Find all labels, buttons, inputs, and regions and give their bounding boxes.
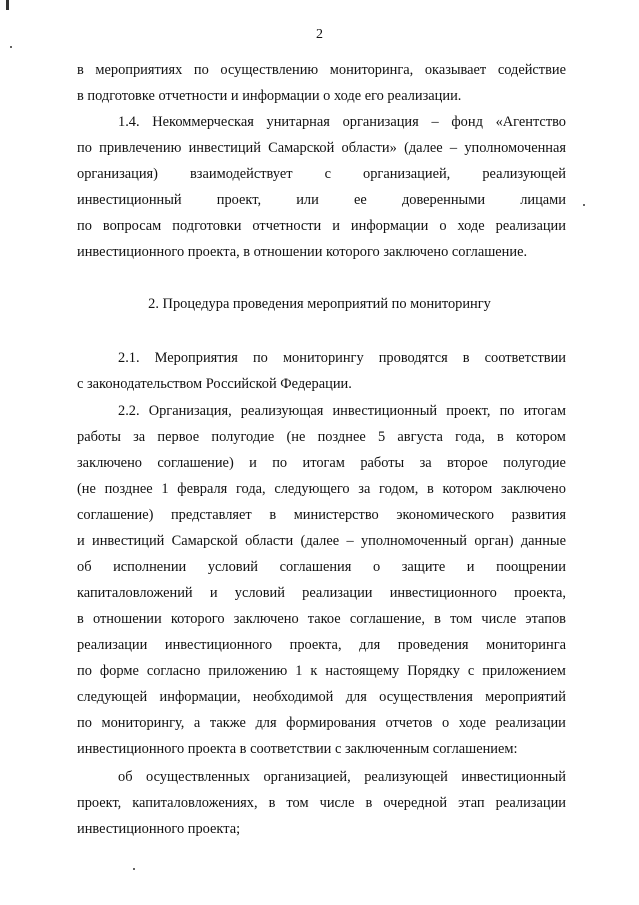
word: инвестиций: [188, 140, 261, 156]
word: второе: [447, 455, 488, 471]
word: отчетности: [252, 218, 322, 234]
word: (не: [77, 481, 96, 497]
word: о: [439, 218, 447, 234]
word: в: [497, 429, 504, 445]
word: года,: [236, 481, 266, 497]
word: согласно: [146, 663, 201, 679]
word: проводятся: [378, 350, 448, 366]
word: за: [419, 455, 432, 471]
word: условий: [207, 559, 258, 575]
word: по: [252, 350, 268, 366]
word: вопросам: [102, 218, 162, 234]
word: или: [296, 192, 319, 208]
word: заключено: [233, 611, 299, 627]
word: о: [442, 715, 450, 731]
word: проект,: [77, 795, 122, 811]
word: –: [346, 533, 354, 549]
text-line: [77, 714, 566, 732]
word: мероприятий: [485, 689, 566, 705]
word: Самарской: [171, 533, 238, 549]
word: и: [77, 533, 85, 549]
word: инвестиций: [92, 533, 165, 549]
scan-speck: [10, 46, 12, 48]
word: реализующей: [364, 769, 448, 785]
word: по: [77, 218, 92, 234]
word: проекта,: [289, 637, 342, 653]
word: также: [209, 715, 246, 731]
word: взаимодействует: [190, 166, 293, 182]
word: (далее: [404, 140, 443, 156]
word: осуществлению: [220, 62, 319, 78]
word: инвестиционный: [461, 769, 566, 785]
word: проекта,: [514, 585, 566, 601]
word: по: [193, 62, 209, 78]
word: об: [118, 769, 133, 785]
text-line: [77, 191, 566, 209]
word: февраля: [177, 481, 228, 497]
word: ее: [353, 192, 367, 208]
word: в: [365, 795, 373, 811]
word: заключено: [77, 455, 142, 471]
word: формирования: [286, 715, 376, 731]
word: уполномоченная: [464, 140, 566, 156]
text-line: в подготовке отчетности и информации о ходе его реализации.: [77, 88, 462, 104]
word: осуществленных: [146, 769, 250, 785]
word: следующей: [77, 689, 148, 705]
word: орган): [474, 533, 514, 549]
word: за: [133, 429, 146, 445]
word: приложением: [482, 663, 566, 679]
word: Организация,: [148, 403, 232, 419]
word: годом,: [379, 481, 419, 497]
word: –: [449, 140, 458, 156]
word: с: [467, 663, 475, 679]
word: том: [286, 795, 309, 811]
text-line: [118, 349, 566, 367]
text-line: [77, 558, 566, 576]
text-line: [77, 165, 566, 183]
word: в: [462, 350, 470, 366]
word: реализации: [77, 637, 148, 653]
word: организация): [77, 166, 158, 182]
text-line: инвестиционного проекта в соответствии с заключенным соглашением:: [77, 741, 518, 757]
word: данные: [520, 533, 566, 549]
word: для: [359, 637, 381, 653]
word: в: [427, 481, 434, 497]
word: подготовки: [172, 218, 242, 234]
word: организацией,: [363, 166, 451, 182]
word: которого: [170, 611, 225, 627]
word: и: [466, 559, 475, 575]
word: проект,: [446, 403, 491, 419]
word: 2.1.: [118, 350, 140, 366]
word: реализации: [495, 218, 566, 234]
word: этапов: [525, 611, 566, 627]
word: итогам: [302, 455, 345, 471]
word: поощрении: [496, 559, 566, 575]
word: проект,: [216, 192, 262, 208]
word: организацией,: [263, 769, 351, 785]
text-line: [77, 532, 566, 550]
word: представляет: [170, 507, 252, 523]
word: капиталовложений: [77, 585, 193, 601]
word: приложению: [208, 663, 288, 679]
text-line: [77, 688, 566, 706]
word: том: [450, 611, 473, 627]
word: Порядку: [407, 663, 460, 679]
word: министерство: [293, 507, 379, 523]
word: мониторингу,: [101, 715, 185, 731]
word: августа: [397, 429, 443, 445]
scan-speck: [583, 204, 585, 206]
word: соглашение): [157, 455, 234, 471]
word: условий: [234, 585, 285, 601]
word: мониторинга: [486, 637, 566, 653]
word: позднее: [104, 481, 153, 497]
text-line: [77, 428, 566, 446]
word: экономического: [396, 507, 494, 523]
word: инвестиционный: [332, 403, 438, 419]
word: для: [345, 689, 367, 705]
word: за: [358, 481, 371, 497]
word: такое: [307, 611, 341, 627]
word: фонд: [451, 114, 483, 130]
word: защите: [401, 559, 446, 575]
word: следующего: [274, 481, 350, 497]
word: 1.4.: [118, 114, 140, 130]
word: в: [77, 611, 84, 627]
word: полугодие: [503, 455, 566, 471]
word: полугодие: [211, 429, 275, 445]
word: Некоммерческая: [152, 114, 254, 130]
word: инвестиционного: [389, 585, 497, 601]
word: первое: [157, 429, 200, 445]
word: соответствии: [484, 350, 566, 366]
word: отношении: [92, 611, 162, 627]
word: в: [268, 795, 276, 811]
text-line: [77, 584, 566, 602]
word: необходимой: [252, 689, 334, 705]
word: форме: [99, 663, 139, 679]
text-line: [77, 139, 566, 157]
word: Мероприятия: [154, 350, 238, 366]
word: и: [209, 585, 218, 601]
word: по: [272, 455, 288, 471]
word: лицами: [520, 192, 566, 208]
word: заключено: [500, 481, 566, 497]
word: реализующей: [482, 166, 566, 182]
word: области»: [341, 140, 397, 156]
word: настоящему: [325, 663, 400, 679]
word: котором: [516, 429, 566, 445]
word: а: [193, 715, 201, 731]
word: развития: [511, 507, 566, 523]
word: мониторинга,: [329, 62, 414, 78]
text-line: инвестиционного проекта;: [77, 821, 241, 837]
word: мероприятиях: [95, 62, 183, 78]
word: по: [77, 140, 92, 156]
word: реализующая: [240, 403, 324, 419]
text-line: [118, 402, 566, 420]
text-line: [77, 662, 566, 680]
word: (далее: [300, 533, 340, 549]
word: 1: [161, 481, 169, 497]
word: по: [499, 403, 515, 419]
word: проведения: [397, 637, 469, 653]
word: привлечению: [99, 140, 182, 156]
word: исполнении: [113, 559, 187, 575]
word: реализации: [495, 795, 566, 811]
scan-speck: [6, 0, 9, 10]
word: (не: [286, 429, 306, 445]
text-line: инвестиционного проекта, в отношении которого заключено соглашение.: [77, 244, 528, 260]
word: отчетов: [385, 715, 433, 731]
text-line: [118, 768, 566, 786]
word: в: [434, 611, 441, 627]
word: в: [269, 507, 277, 523]
word: содействие: [497, 62, 566, 78]
word: итогам: [523, 403, 566, 419]
word: очередной: [383, 795, 448, 811]
page-number: 2: [316, 27, 323, 42]
word: «Агентство: [495, 114, 566, 130]
word: оказывает: [424, 62, 487, 78]
word: осуществления: [379, 689, 473, 705]
word: об: [77, 559, 92, 575]
word: ходе: [458, 715, 486, 731]
word: ходе: [457, 218, 485, 234]
word: реализации: [495, 715, 566, 731]
word: этап: [458, 795, 485, 811]
text-line: [77, 217, 566, 235]
word: 1: [295, 663, 303, 679]
text-line: [77, 480, 566, 498]
word: позднее: [317, 429, 366, 445]
word: числе: [481, 611, 517, 627]
text-line: [77, 636, 566, 654]
word: реализации: [302, 585, 373, 601]
word: для: [255, 715, 277, 731]
text-line: [118, 113, 566, 131]
word: капиталовложениях,: [132, 795, 258, 811]
word: Самарской: [268, 140, 335, 156]
word: работы: [360, 455, 405, 471]
word: числе: [319, 795, 355, 811]
word: информации,: [159, 689, 241, 705]
word: области: [245, 533, 294, 549]
word: мониторингу: [282, 350, 364, 366]
text-line: [77, 610, 566, 628]
word: по: [77, 663, 92, 679]
word: –: [431, 114, 439, 130]
word: с: [324, 166, 331, 182]
word: года,: [455, 429, 485, 445]
word: работы: [77, 429, 121, 445]
text-line: [77, 794, 566, 812]
word: организация: [342, 114, 419, 130]
word: уполномоченный: [360, 533, 467, 549]
word: унитарная: [266, 114, 330, 130]
word: и: [332, 218, 340, 234]
word: 5: [377, 429, 386, 445]
text-line: с законодательством Российской Федерации.: [77, 376, 352, 392]
word: соглашение): [77, 507, 154, 523]
scan-speck: [133, 868, 135, 870]
word: соглашения: [279, 559, 352, 575]
word: к: [310, 663, 318, 679]
section-heading: 2. Процедура проведения мероприятий по мониторингу: [148, 296, 491, 312]
word: соглашение,: [349, 611, 425, 627]
word: инвестиционный: [77, 192, 182, 208]
text-line: [77, 454, 566, 472]
word: доверенными: [401, 192, 486, 208]
text-line: [77, 506, 566, 524]
word: 2.2.: [118, 403, 140, 419]
word: в: [77, 62, 84, 78]
word: и: [249, 455, 257, 471]
word: котором: [442, 481, 493, 497]
word: о: [372, 559, 381, 575]
text-line: [77, 61, 566, 79]
word: по: [77, 715, 92, 731]
word: информации: [350, 218, 429, 234]
word: инвестиционного: [164, 637, 273, 653]
